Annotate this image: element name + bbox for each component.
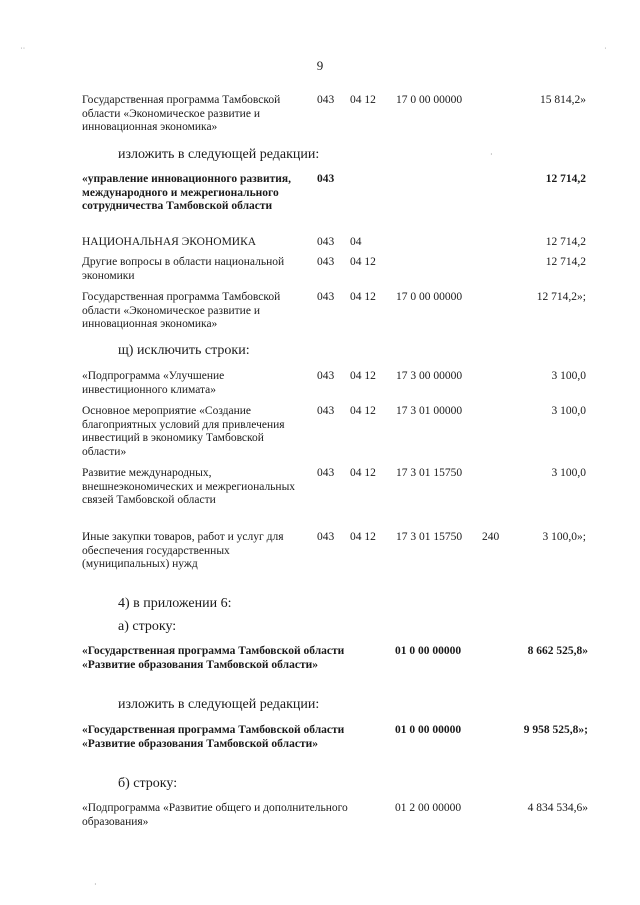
row-name: Государственная программа Тамбовской области «Экономическое развитие и инновационная экономика» — [82, 291, 281, 330]
row-name: Государственная программа Тамбовской области «Экономическое развитие и инновационная экономика» — [82, 94, 281, 133]
row-name: «управление инновационного развития, международного и межрегионального сотрудничества Тамбовской области — [82, 173, 291, 212]
instruction-text: изложить в следующей редакции: — [118, 697, 320, 712]
row-name: «Подпрограмма «Улучшение инвестиционного климата» — [82, 370, 225, 396]
row-amount: 3 100,0 — [551, 467, 586, 479]
row-department: 043 — [317, 291, 335, 303]
row-amount: 8 662 525,8» — [527, 645, 588, 657]
row-name: Иные закупки товаров, работ и услуг для обеспечения государственных (муниципальных) нужд — [82, 531, 284, 570]
row-department: 043 — [317, 173, 335, 185]
instruction-text: 4) в приложении 6: — [118, 596, 232, 611]
row-section: 04 12 — [350, 467, 376, 479]
row-name: Другие вопросы в области национальной экономики — [82, 256, 285, 282]
row-department: 043 — [317, 370, 335, 382]
row-department: 043 — [317, 94, 335, 106]
row-name: «Подпрограмма «Развитие общего и дополнительного образования» — [82, 802, 348, 828]
row-target-article: 01 0 00 00000 — [395, 724, 462, 736]
row-target-article: 17 3 00 00000 — [396, 370, 463, 382]
row-amount: 12 714,2 — [545, 173, 586, 185]
row-target-article: 17 3 01 15750 — [396, 467, 463, 479]
row-amount: 12 714,2 — [545, 256, 586, 268]
row-department: 043 — [317, 236, 335, 248]
row-section: 04 12 — [350, 94, 376, 106]
row-amount: 9 958 525,8»; — [523, 724, 588, 736]
row-name: «Государственная программа Тамбовской области «Развитие образования Тамбовской области» — [82, 724, 345, 750]
scan-speck: ˙ — [604, 46, 607, 55]
row-target-article: 17 0 00 00000 — [396, 291, 463, 303]
row-target-article: 01 0 00 00000 — [395, 645, 462, 657]
row-name: Развитие международных, внешнеэкономических и межрегиональных связей Тамбовской области — [82, 467, 296, 506]
row-name: НАЦИОНАЛЬНАЯ ЭКОНОМИКА — [82, 236, 257, 248]
row-amount: 4 834 534,6» — [527, 802, 588, 814]
row-target-article: 17 3 01 15750 — [396, 531, 463, 543]
row-section: 04 12 — [350, 256, 376, 268]
row-section: 04 12 — [350, 405, 376, 417]
row-amount: 15 814,2» — [540, 94, 586, 106]
row-amount: 12 714,2»; — [536, 291, 586, 303]
page-number: 9 — [316, 58, 324, 73]
scan-speck: ˙˙ — [20, 46, 26, 55]
row-target-article: 17 0 00 00000 — [396, 94, 463, 106]
scan-speck: · — [490, 150, 493, 159]
row-section: 04 12 — [350, 291, 376, 303]
row-department: 043 — [317, 256, 335, 268]
row-amount: 3 100,0 — [551, 370, 586, 382]
scan-speck: · — [94, 880, 97, 889]
row-amount: 3 100,0 — [551, 405, 586, 417]
row-name: «Государственная программа Тамбовской области «Развитие образования Тамбовской области» — [82, 645, 345, 671]
row-amount: 3 100,0»; — [542, 531, 586, 543]
row-department: 043 — [317, 467, 335, 479]
instruction-text: б) строку: — [118, 776, 178, 791]
row-department: 043 — [317, 405, 335, 417]
row-section: 04 12 — [350, 531, 376, 543]
row-section: 04 — [350, 236, 362, 248]
row-section: 04 12 — [350, 370, 376, 382]
row-target-article: 01 2 00 00000 — [395, 802, 462, 814]
instruction-text: а) строку: — [118, 619, 177, 634]
instruction-text: изложить в следующей редакции: — [118, 147, 320, 162]
instruction-text: щ) исключить строки: — [118, 343, 250, 358]
row-name: Основное мероприятие «Создание благоприятных условий для привлечения инвестиций в экономику Тамбовской области» — [82, 405, 285, 458]
row-amount: 12 714,2 — [545, 236, 586, 248]
row-expense-type: 240 — [482, 531, 500, 543]
row-department: 043 — [317, 531, 335, 543]
row-target-article: 17 3 01 00000 — [396, 405, 463, 417]
